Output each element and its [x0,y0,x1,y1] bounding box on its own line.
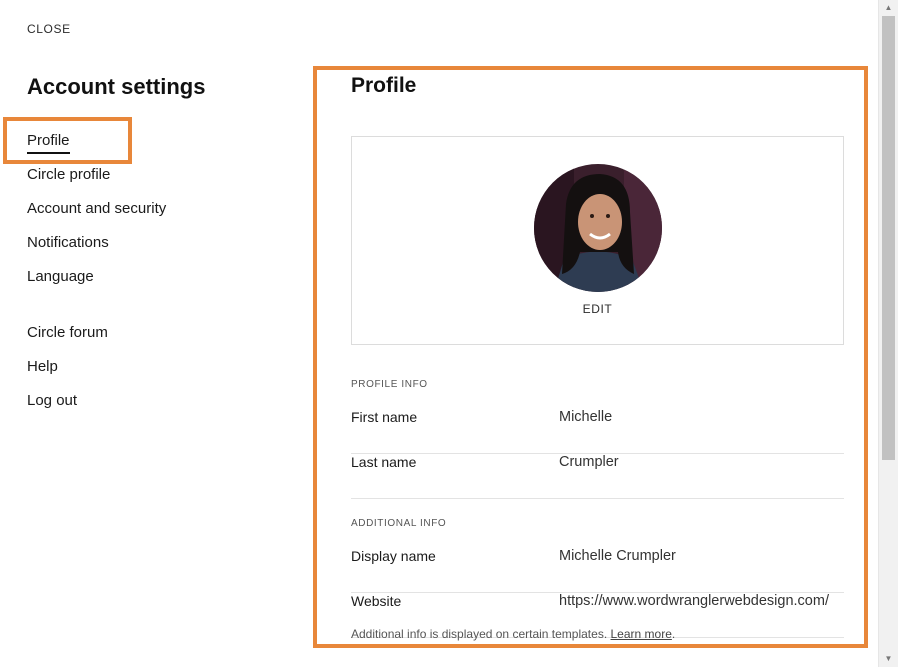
avatar-card [351,136,844,345]
website-field[interactable]: https://www.wordwranglerwebdesign.com/ [559,593,829,609]
display-name-row [351,547,844,593]
first-name-row [351,408,844,454]
profile-info-label: PROFILE INFO [351,379,428,390]
nav-item-circle-forum[interactable]: Circle forum [27,324,108,341]
page-title: Profile [351,74,417,97]
close-button[interactable]: CLOSE [27,22,71,36]
nav-item-profile[interactable] [27,132,70,149]
nav-item-label: Profile [27,132,70,154]
scroll-up-icon[interactable]: ▲ [884,3,893,12]
nav-item-circle-profile[interactable]: Circle profile [27,166,111,183]
scroll-thumb[interactable] [882,16,895,460]
avatar-photo [534,164,662,292]
settings-title: Account settings [27,74,206,99]
last-name-row [351,453,844,499]
last-name-field[interactable]: Crumpler [559,454,619,470]
note-text: Additional info is displayed on certain templates. [351,627,608,641]
nav-item-help[interactable]: Help [27,358,58,375]
display-name-field[interactable]: Michelle Crumpler [559,548,676,564]
scrollbar[interactable] [878,0,898,667]
note-end: . [671,627,676,641]
last-name-label: Last name [351,454,417,470]
edit-avatar-link[interactable]: EDIT [582,302,613,316]
nav-item-notifications[interactable]: Notifications [27,234,109,251]
scroll-down-icon[interactable]: ▼ [884,654,893,663]
nav-item-account-security[interactable]: Account and security [27,200,167,217]
additional-info-note [351,627,675,641]
nav-item-log-out[interactable]: Log out [27,392,78,409]
nav-item-language[interactable]: Language [27,268,94,285]
website-label: Website [351,593,402,609]
first-name-label: First name [351,409,418,425]
first-name-field[interactable]: Michelle [559,409,613,425]
avatar[interactable] [534,164,662,292]
profile-panel [351,0,846,667]
additional-info-label: ADDITIONAL INFO [351,518,447,529]
display-name-label: Display name [351,548,436,564]
learn-more-link[interactable]: Learn more [610,627,672,641]
